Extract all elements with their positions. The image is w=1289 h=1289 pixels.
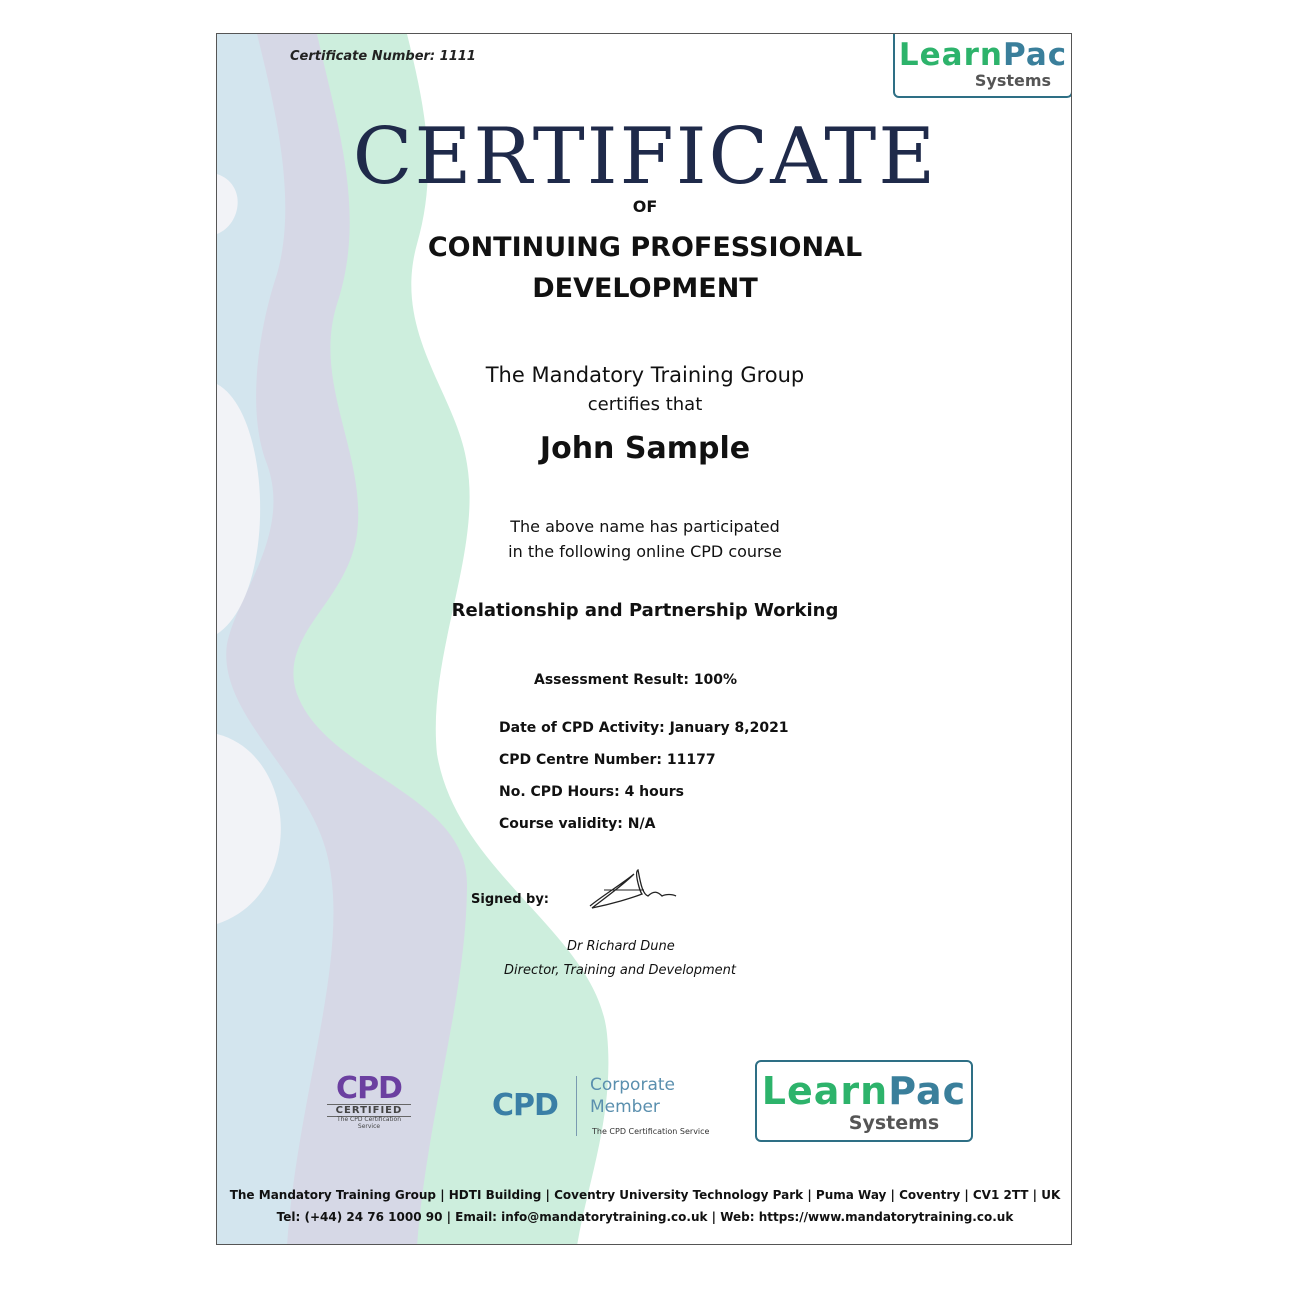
certificate-number: Certificate Number: 1111: [290, 49, 476, 64]
learnpac-logo-top: [893, 33, 1072, 98]
subtitle-line-2: DEVELOPMENT: [532, 273, 758, 304]
cpd-member-member: Member: [590, 1097, 660, 1117]
logo-wordmark: LearnPac: [898, 37, 1068, 73]
logo-systems-bottom: Systems: [848, 1112, 940, 1134]
subtitle-line-1: CONTINUING PROFESSIONAL: [427, 232, 863, 263]
participated-line-1: The above name has participated: [510, 517, 780, 536]
recipient-name: John Sample: [539, 431, 751, 466]
cpd-hours: No. CPD Hours: 4 hours: [499, 784, 684, 800]
badge-divider: [576, 1076, 577, 1136]
footer-line-2: Tel: (+44) 24 76 1000 90 | Email: info@mandatorytraining.co.uk | Web: https://www.mandatorytraining.co.uk: [276, 1210, 1014, 1224]
cpd-certified-service: The CPD Certification Service: [336, 1116, 402, 1130]
cpd-certified-label: CERTIFIED: [327, 1104, 411, 1117]
course-validity: Course validity: N/A: [499, 816, 656, 832]
certificate-title: CERTIFICATE: [352, 112, 938, 202]
title-of: OF: [632, 197, 658, 216]
cpd-corporate-member-badge: [492, 1072, 722, 1142]
footer-address: [217, 1184, 1072, 1228]
assessment-result: Assessment Result: 100%: [534, 672, 738, 688]
certificate: [216, 33, 1072, 1245]
cpd-activity-date: Date of CPD Activity: January 8,2021: [499, 720, 789, 736]
logo-systems: Systems: [974, 71, 1052, 90]
signer-title: Director, Training and Development: [504, 963, 737, 978]
participated-line-2: in the following online CPD course: [508, 542, 782, 561]
cpd-certified-mark: CPD: [336, 1071, 402, 1106]
learnpac-logo-bottom: [755, 1060, 973, 1142]
organisation-name: The Mandatory Training Group: [485, 363, 805, 387]
logo-wordmark-bottom: LearnPac: [761, 1069, 967, 1113]
participation-statement: [217, 514, 1072, 564]
cpd-member-service: The CPD Certification Service: [592, 1127, 710, 1136]
certificate-subtitle: [217, 227, 1072, 309]
cpd-member-mark: CPD: [492, 1088, 558, 1123]
signed-by-label: Signed by:: [471, 892, 550, 907]
cpd-certified-badge: [327, 1071, 411, 1130]
signature-image: [582, 866, 678, 914]
cpd-centre-number: CPD Centre Number: 11177: [499, 752, 716, 768]
certifies-text: certifies that: [587, 394, 703, 415]
signer-name: Dr Richard Dune: [567, 939, 675, 954]
footer-line-1: The Mandatory Training Group | HDTI Building | Coventry University Technology Park | Puma Way | Coventry | CV1 2TT | UK: [229, 1188, 1061, 1202]
course-title: Relationship and Partnership Working: [451, 600, 839, 621]
cpd-member-label: [590, 1074, 710, 1118]
cpd-member-corporate: Corporate: [590, 1075, 675, 1095]
